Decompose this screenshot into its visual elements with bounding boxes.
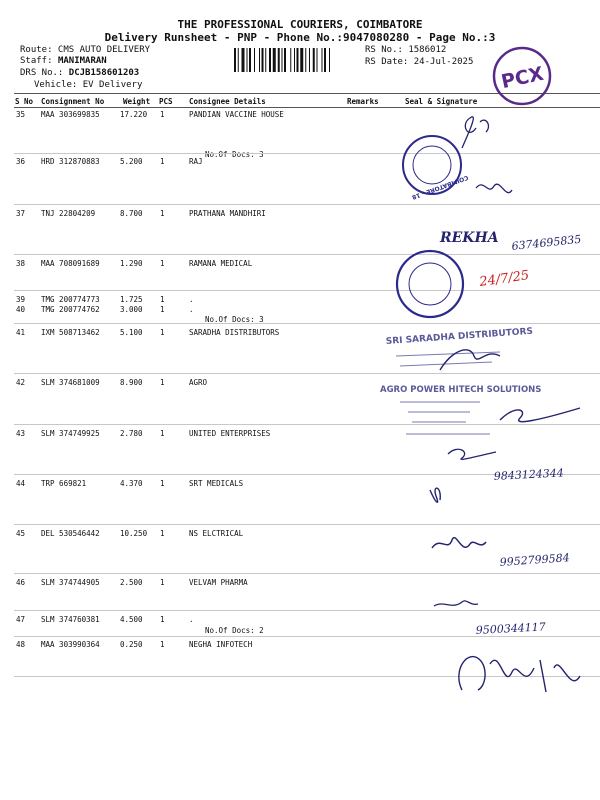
- row-consignee: .: [189, 305, 194, 314]
- coimbatore-stamp-text: COIMBATORE - 18: [410, 173, 470, 201]
- row-consignment: SLM 374744905: [41, 578, 100, 587]
- row-consignment: HRD 312870883: [41, 157, 100, 166]
- company-title: THE PROFESSIONAL COURIERS, COIMBATORE: [177, 18, 423, 31]
- drs-label: DRS No.:: [20, 68, 64, 78]
- row-weight: 2.780: [120, 429, 143, 438]
- pcx-stamp-text: PCX: [499, 62, 546, 94]
- rs-date: RS Date: 24-Jul-2025: [365, 57, 474, 67]
- agro-stamp-text: AGRO POWER HITECH SOLUTIONS: [380, 385, 542, 395]
- row-sno: 42: [16, 378, 26, 387]
- row-sno: 43: [16, 429, 26, 438]
- phone-handwriting: 6374695835: [510, 232, 582, 253]
- row-consignee: UNITED ENTERPRISES: [189, 429, 271, 438]
- col-consignment: Consignment No: [41, 97, 105, 106]
- row-consignment: TMG 200774773: [41, 295, 100, 304]
- signature-scribble: [430, 488, 440, 502]
- row-consignment: MAA 303990364: [41, 640, 100, 649]
- row-sno: 44: [16, 479, 26, 488]
- row-consignment: MAA 708091689: [41, 259, 100, 268]
- col-pcs: PCS: [159, 97, 173, 106]
- row-sno: 38: [16, 259, 26, 268]
- phone-handwriting: 9500344117: [475, 620, 547, 637]
- ramana-medical-stamp: [397, 251, 463, 317]
- row-sno: 45: [16, 529, 26, 538]
- col-remarks: Remarks: [347, 97, 379, 106]
- signature-scribble: [500, 408, 580, 422]
- signature-scribble: [448, 449, 496, 459]
- row-consignment: MAA 303699835: [41, 110, 100, 119]
- date-handwriting: 24/7/25: [478, 268, 531, 290]
- row-pcs: 1: [160, 429, 165, 438]
- row-sno: 40: [16, 305, 26, 314]
- row-weight: 1.290: [120, 259, 143, 268]
- row-consignee: SRT MEDICALS: [189, 479, 244, 488]
- row-weight: 3.000: [120, 305, 143, 314]
- phone-handwriting: 9843124344: [493, 466, 565, 483]
- row-doc-count: No.Of Docs: 3: [205, 150, 264, 159]
- signature-scribble: [476, 184, 512, 192]
- coimbatore-round-stamp: [403, 136, 469, 201]
- signature-scribble: [434, 601, 478, 606]
- row-consignment: SLM 374749925: [41, 429, 100, 438]
- row-sno: 46: [16, 578, 26, 587]
- runsheet-title: Delivery Runsheet - PNP - Phone No.:9047080280 - Page No.:3: [104, 31, 496, 44]
- row-doc-count: No.Of Docs: 3: [205, 315, 264, 324]
- route-label: Route: CMS AUTO DELIVERY: [20, 45, 151, 55]
- row-consignee: RAMANA MEDICAL: [189, 259, 253, 268]
- row-consignment: TNJ 22804209: [41, 209, 96, 218]
- drs-number: DCJB158601203: [68, 68, 140, 78]
- row-pcs: 1: [160, 110, 165, 119]
- row-pcs: 1: [160, 157, 165, 166]
- phone-handwriting: 9952799584: [499, 551, 571, 569]
- row-weight: 4.370: [120, 479, 143, 488]
- signature-scribble: [432, 538, 486, 548]
- row-consignee: .: [189, 295, 194, 304]
- row-consignee: PANDIAN VACCINE HOUSE: [189, 110, 284, 119]
- row-consignment: TMG 200774762: [41, 305, 100, 314]
- row-consignee: VELVAM PHARMA: [189, 578, 248, 587]
- row-weight: 2.500: [120, 578, 143, 587]
- saradha-stamp-text: SRI SARADHA DISTRIBUTORS: [385, 326, 534, 347]
- row-sno: 39: [16, 295, 26, 304]
- row-consignee: .: [189, 615, 194, 624]
- signature-scribble: [459, 657, 580, 692]
- row-pcs: 1: [160, 209, 165, 218]
- saradha-stamp: [386, 327, 534, 366]
- row-sno: 47: [16, 615, 26, 624]
- col-weight: Weight: [123, 97, 151, 106]
- row-weight: 8.700: [120, 209, 143, 218]
- row-consignment: SLM 374681009: [41, 378, 100, 387]
- row-weight: 1.725: [120, 295, 143, 304]
- row-consignment: SLM 374760381: [41, 615, 100, 624]
- row-sno: 35: [16, 110, 26, 119]
- row-consignee: PRATHANA MANDHIRI: [189, 209, 266, 218]
- row-pcs: 1: [160, 640, 165, 649]
- staff-label: Staff:: [20, 56, 53, 66]
- col-seal-signature: Seal & Signature: [405, 97, 478, 106]
- pcx-stamp: [494, 48, 550, 104]
- row-weight: 4.500: [120, 615, 143, 624]
- row-consignee: SARADHA DISTRIBUTORS: [189, 328, 280, 337]
- row-pcs: 1: [160, 328, 165, 337]
- row-weight: 10.250: [120, 529, 148, 538]
- row-consignment: DEL 530546442: [41, 529, 100, 538]
- row-pcs: 1: [160, 615, 165, 624]
- row-consignee: AGRO: [189, 378, 208, 387]
- staff-name: MANIMARAN: [57, 56, 107, 66]
- row-sno: 41: [16, 328, 26, 337]
- row-sno: 48: [16, 640, 26, 649]
- row-pcs: 1: [160, 378, 165, 387]
- row-consignment: TRP 669821: [41, 479, 87, 488]
- row-pcs: 1: [160, 305, 165, 314]
- row-consignee: NEGHA INFOTECH: [189, 640, 253, 649]
- col-sno: S No: [15, 97, 34, 106]
- row-sno: 36: [16, 157, 26, 166]
- row-weight: 8.900: [120, 378, 143, 387]
- row-weight: 17.220: [120, 110, 148, 119]
- row-sno: 37: [16, 209, 26, 218]
- rekha-handwriting: REKHA: [440, 230, 499, 246]
- row-weight: 5.100: [120, 328, 143, 337]
- row-consignee: RAJ: [189, 157, 203, 166]
- row-pcs: 1: [160, 295, 165, 304]
- row-pcs: 1: [160, 578, 165, 587]
- signature-scribble: [462, 117, 488, 148]
- row-doc-count: No.Of Docs: 2: [205, 626, 264, 635]
- row-pcs: 1: [160, 479, 165, 488]
- row-pcs: 1: [160, 259, 165, 268]
- row-weight: 0.250: [120, 640, 143, 649]
- col-consignee: Consignee Details: [189, 97, 266, 106]
- row-consignment: IXM 508713462: [41, 328, 100, 337]
- row-weight: 5.200: [120, 157, 143, 166]
- row-pcs: 1: [160, 529, 165, 538]
- rs-number: RS No.: 1586012: [365, 45, 447, 55]
- vehicle-label: Vehicle: EV Delivery: [34, 80, 143, 90]
- row-consignee: NS ELCTRICAL: [189, 529, 244, 538]
